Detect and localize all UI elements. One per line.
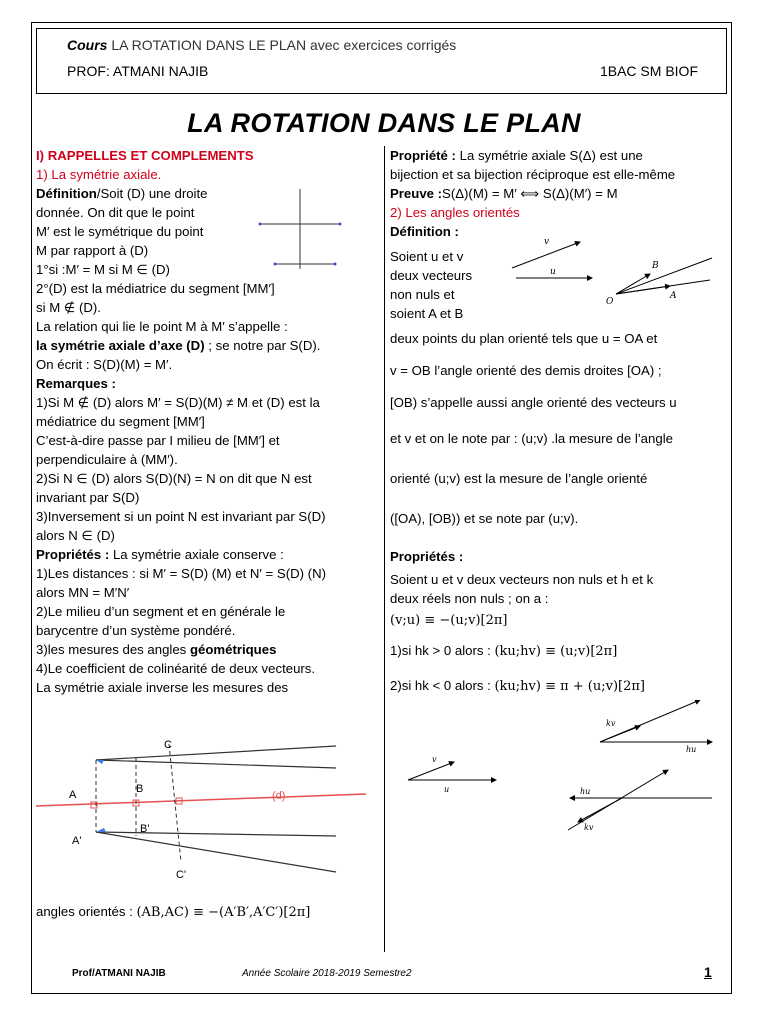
definition-line: si M ∉ (D). xyxy=(36,300,101,315)
fig-label-a: A xyxy=(69,789,77,801)
formula-2: (ku;hv) ≡ (u;v)[2π] xyxy=(494,644,618,659)
fig-label-c: C xyxy=(164,739,172,751)
definition-line: donnée. On dit que le point xyxy=(36,205,195,220)
fig-label-a-prime: A' xyxy=(72,835,82,847)
remarque-line: C’est-à-dire passe par I milieu de [MM′] et xyxy=(36,433,280,448)
fig2-label-hu: hu xyxy=(686,745,697,754)
definition-label: Définition xyxy=(36,186,97,201)
header-course-line xyxy=(67,37,456,53)
definition-line: M′ est le symétrique du point xyxy=(36,224,204,239)
def-continue-line: v = OB l’angle orienté des demis droites [OA) ; xyxy=(390,363,662,378)
angles-orientes-line xyxy=(36,902,366,922)
fig-label-b-prime: B' xyxy=(140,823,150,835)
remarque-line: alors N ∈ (D) xyxy=(36,528,115,543)
fig2-label-kv: kv xyxy=(606,719,616,728)
remarque-line: 2)Si N ∈ (D) alors S(D)(N) = N on dit que N est xyxy=(36,471,312,486)
propriete-text: La symétrie axiale S(Δ) est une xyxy=(455,148,643,163)
propriete-text: bijection et sa bijection réciproque est elle-même xyxy=(390,167,676,182)
prop-line-right: deux réels non nuls ; on a : xyxy=(390,591,549,606)
fig-label-b-right: B xyxy=(652,261,659,271)
propriete-line: 3)les mesures des angles xyxy=(36,642,190,657)
remarque-line: médiatrice du segment [MM′] xyxy=(36,414,205,429)
formula-2-pre: 1)si hk > 0 alors : xyxy=(390,643,495,658)
proprietes-label: Propriétés : xyxy=(36,547,110,562)
def-continue-line: orienté (u;v) est la mesure de l’angle orienté xyxy=(390,471,648,486)
definition-line: M par rapport à (D) xyxy=(36,243,149,258)
fig2-label-u: u xyxy=(444,785,450,794)
cours-label: Cours xyxy=(67,37,108,53)
propriete-line: 4)Le coefficient de colinéarité de deux vecteurs. xyxy=(36,661,316,676)
def-line-right: non nuls et xyxy=(390,287,455,302)
oriented-angle-figure xyxy=(500,228,720,308)
preuve-text: S(Δ)(M) = M′ ⟺ S(Δ)(M′) = M xyxy=(442,186,618,201)
page-title: LA ROTATION DANS LE PLAN xyxy=(187,108,581,138)
axial-symmetry-figure xyxy=(250,184,350,274)
fig-label-b: B xyxy=(136,783,144,795)
sym-axe-bold: la symétrie axiale d’axe (D) xyxy=(36,338,205,353)
footer-author: Prof/ATMANI NAJIB xyxy=(72,968,166,979)
definition-line: 2°(D) est la médiatrice du segment [MM′] xyxy=(36,281,275,296)
geometriques-bold: géométriques xyxy=(189,642,277,657)
sym-axe-rest: ; se notre par S(D). xyxy=(204,338,321,353)
scaled-vectors-figure xyxy=(400,700,720,840)
fig-label-a-right: A xyxy=(670,291,677,301)
reflected-angle-figure xyxy=(36,736,366,886)
fig-label-v: v xyxy=(544,237,550,247)
subheading-symetrie-axiale: 1) La symétrie axiale. xyxy=(36,167,162,182)
relation-line: La relation qui lie le point M à M′ s’appelle : xyxy=(36,319,288,334)
def-continue-line: et v et on le note par : (u;v) .la mesure de l’angle xyxy=(390,431,673,446)
def-line-right: soient A et B xyxy=(390,306,464,321)
fig-label-o: O xyxy=(606,297,614,307)
propriete-label: Propriété : xyxy=(390,148,456,163)
proprietes-label-right: Propriétés : xyxy=(390,549,464,564)
column-divider xyxy=(384,146,385,952)
def-line-right: Soient u et v xyxy=(390,249,464,264)
remarque-line: perpendiculaire à (MM′). xyxy=(36,452,178,467)
propriete-line: alors MN = M′N′ xyxy=(36,585,130,600)
definition-line: 1°si :M′ = M si M ∈ (D) xyxy=(36,262,170,277)
definition-label-right: Définition : xyxy=(390,224,459,239)
fig-label-u: u xyxy=(550,267,556,277)
prop-line-right: Soient u et v deux vecteurs non nuls et h et k xyxy=(390,572,654,587)
on-ecrit-line: On écrit : S(D)(M) = M′. xyxy=(36,357,173,372)
fig-label-c-prime: C' xyxy=(176,869,187,881)
fig-label-d: (d) xyxy=(272,790,286,802)
course-title: LA ROTATION DANS LE PLAN avec exercices corrigés xyxy=(111,37,457,53)
propriete-line: 1)Les distances : si M′ = S(D) (M) et N′ = S(D) (N) xyxy=(36,566,326,581)
angles-orientes-label: angles orientés : xyxy=(36,904,137,919)
def-continue-line: ([OA), [OB)) et se note par (u;v). xyxy=(390,511,579,526)
def-continue-line: deux points du plan orienté tels que u = OA et xyxy=(390,331,658,346)
def-continue-line: [OB) s’appelle aussi angle orienté des vecteurs u xyxy=(390,395,677,410)
remarques-label: Remarques : xyxy=(36,376,116,391)
header-box xyxy=(36,28,727,94)
section-heading-rappelles: I) RAPPELLES ET COMPLEMENTS xyxy=(36,148,254,163)
remarque-line: 1)Si M ∉ (D) alors M′ = S(D)(M) ≠ M et (D) est la xyxy=(36,395,320,410)
page-number: 1 xyxy=(704,964,712,980)
formula-1: (v;u) ≡ −(u;v)[2π] xyxy=(390,613,508,628)
def-line-right: deux vecteurs xyxy=(390,268,473,283)
formula-3-pre: 2)si hk < 0 alors : xyxy=(390,678,495,693)
footer-year: Année Scolaire 2018-2019 Semestre2 xyxy=(242,968,412,979)
angles-formula: (AB,AC) ≡ −(A′B′,A′C′)[2π] xyxy=(136,905,311,920)
preuve-label: Preuve : xyxy=(390,186,443,201)
remarque-line: 3)Inversement si un point N est invariant par S(D) xyxy=(36,509,326,524)
fig2-label-v: v xyxy=(432,755,437,764)
definition-block xyxy=(36,184,256,279)
fig2-label-hu-2: hu xyxy=(580,787,591,796)
propriete-line: barycentre d’un système pondéré. xyxy=(36,623,236,638)
definition-line: /Soit (D) une droite xyxy=(96,186,208,201)
propriete-line: La symétrie axiale inverse les mesures des xyxy=(36,680,289,695)
subheading-angles-orientes: 2) Les angles orientés xyxy=(390,205,520,220)
propriete-line: 2)Le milieu d’un segment et en générale le xyxy=(36,604,286,619)
formula-3: (ku;hv) ≡ π + (u;v)[2π] xyxy=(494,679,646,694)
fig2-label-kv-2: kv xyxy=(584,823,594,832)
remarque-line: invariant par S(D) xyxy=(36,490,140,505)
proprietes-intro: La symétrie axiale conserve : xyxy=(109,547,284,562)
class-label: 1BAC SM BIOF xyxy=(599,63,698,79)
prof-label: PROF: ATMANI NAJIB xyxy=(67,63,209,79)
